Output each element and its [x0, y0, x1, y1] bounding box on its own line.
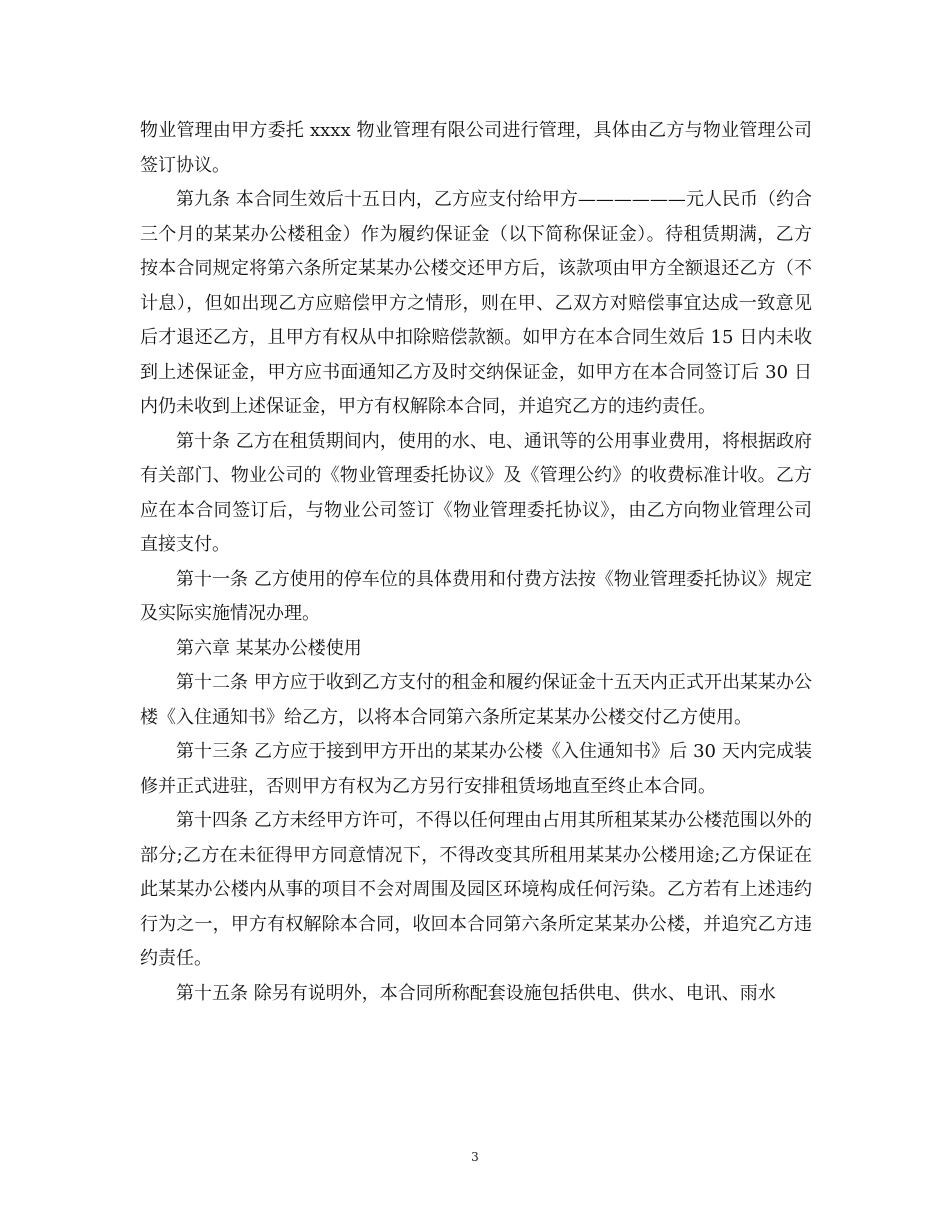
paragraph-article-13: 第十三条 乙方应于接到甲方开出的某某办公楼《入住通知书》后 30 天内完成装修并正式进驻，否则甲方有权为乙方另行安排租赁场地直至终止本合同。: [140, 741, 812, 797]
page-number: 3: [471, 1150, 479, 1164]
paragraph-article-9: 第九条 本合同生效后十五日内，乙方应支付给甲方——————元人民币（约合三个月的某某办公楼租金）作为履约保证金（以下简称保证金）。待租赁期满，乙方按本合同规定将第六条所定某某办公楼交还甲方后，该款项由甲方全额退还乙方（不计息），但如出现乙方应赔偿甲方之情形，则在甲、乙双方对赔偿事宜达成一致意见后才退还乙方，且甲方有权从中扣除赔偿款额。如甲方在本合同生效后 15 日内未收到上述保证金，甲方应书面通知乙方及时交纳保证金，如甲方在本合同签订后 30 日内仍未收到上述保证金，甲方有权解除本合同，并追究乙方的违约责任。: [140, 189, 812, 417]
paragraph-property-management: 物业管理由甲方委托 xxxx 物业管理有限公司进行管理，具体由乙方与物业管理公司签订协议。: [140, 120, 812, 176]
chapter-heading-6: 第六章 某某办公楼使用: [176, 637, 362, 659]
paragraph-article-11: 第十一条 乙方使用的停车位的具体费用和付费方法按《物业管理委托协议》规定及实际实施情况办理。: [140, 568, 812, 624]
paragraph-article-10: 第十条 乙方在租赁期间内，使用的水、电、通讯等的公用事业费用，将根据政府有关部门、物业公司的《物业管理委托协议》及《管理公约》的收费标准计收。乙方应在本合同签订后，与物业公司签订《物业管理委托协议》，由乙方向物业管理公司直接支付。: [140, 430, 812, 555]
paragraph-article-12: 第十二条 甲方应于收到乙方支付的租金和履约保证金十五天内正式开出某某办公楼《入住通知书》给乙方，以将本合同第六条所定某某办公楼交付乙方使用。: [140, 672, 812, 728]
paragraph-article-15: 第十五条 除另有说明外，本合同所称配套设施包括供电、供水、电讯、雨水: [176, 982, 776, 1004]
document-body: [140, 114, 812, 1011]
paragraph-article-14: 第十四条 乙方未经甲方许可，不得以任何理由占用其所租某某办公楼范围以外的部分;乙方在未征得甲方同意情况下，不得改变其所租用某某办公楼用途;乙方保证在此某某办公楼内从事的项目不会对周围及园区环境构成任何污染。乙方若有上述违约行为之一，甲方有权解除本合同，收回本合同第六条所定某某办公楼，并追究乙方违约责任。: [140, 810, 812, 969]
